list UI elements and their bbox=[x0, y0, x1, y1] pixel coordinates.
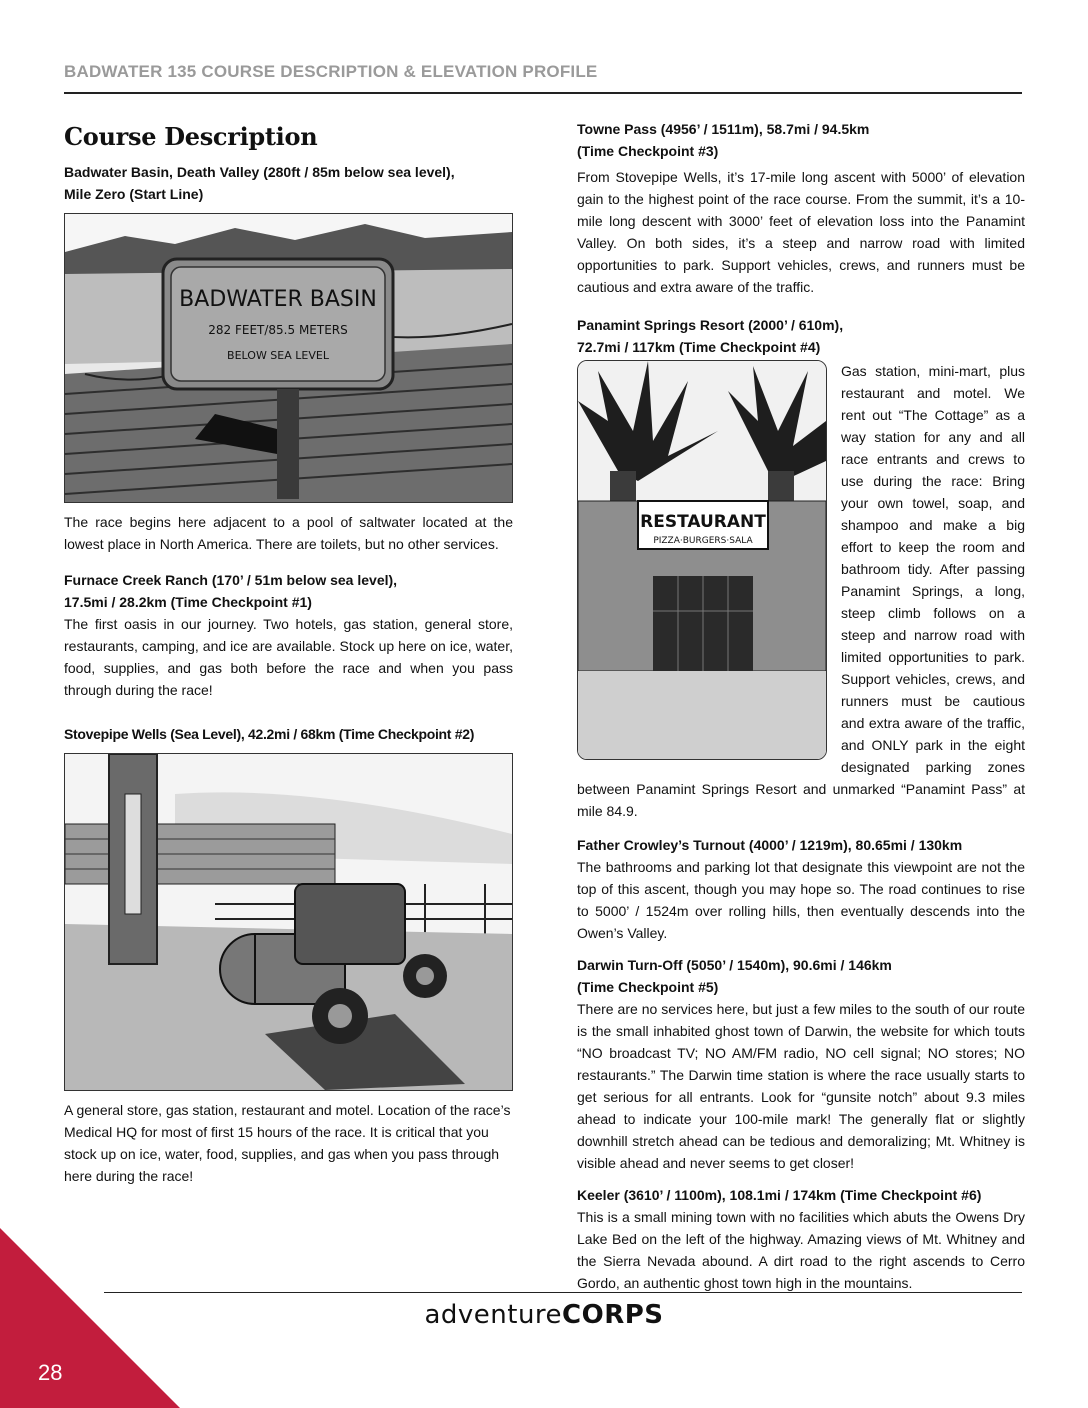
section-heading: Course Description bbox=[64, 122, 318, 151]
footer-rule bbox=[104, 1292, 1022, 1293]
sign-text-line2: 282 FEET/85.5 METERS bbox=[208, 323, 348, 337]
restaurant-sign-subtext: PIZZA·BURGERS·SALA bbox=[653, 536, 753, 546]
badwater-basin-illustration bbox=[64, 213, 513, 503]
panamint-springs-title-line1: Panamint Springs Resort (2000’ / 610m), bbox=[577, 317, 844, 333]
towne-pass-title-line1: Towne Pass (4956’ / 1511m), 58.7mi / 94.5km bbox=[577, 121, 870, 137]
stovepipe-wells-illustration bbox=[64, 753, 513, 1091]
spacer bbox=[64, 555, 513, 569]
sign-text-line3: BELOW SEA LEVEL bbox=[227, 349, 329, 362]
panamint-springs-body: Gas station, mini-mart, plus restaurant and motel. We rent out “The Cottage” as a way station for any and all race entrants and crews to use during the race: Bring your own towel, soap, and shampoo and make a big effort to keep the room and bathroom tidy. After passing Panamint Springs, a long, steep climb follows on a steep and narrow road with limited opportunities to park. Support vehicles, crews, and runners must be cautious and extra aware of the traffic, and ONLY park in the eight designated parking zones between Panamint Springs Resort and unmarked “Panamint Pass” at mile 84.9. bbox=[577, 363, 1025, 819]
furnace-creek-title-line1: Furnace Creek Ranch (170’ / 51m below sea level), bbox=[64, 572, 398, 588]
furnace-creek-title-line2: 17.5mi / 28.2km (Time Checkpoint #1) bbox=[64, 594, 312, 610]
corner-accent-triangle bbox=[0, 1228, 180, 1408]
stovepipe-wells-title: Stovepipe Wells (Sea Level), 42.2mi / 68km (Time Checkpoint #2) bbox=[64, 726, 475, 742]
panamint-springs-title bbox=[577, 314, 1025, 358]
furnace-creek-body: The first oasis in our journey. Two hotels, gas station, general store, restaurants, camping, and ice are available. Stock up here on ice, water, food, supplies, and gas both before the race and when you pass through during the race! bbox=[64, 616, 513, 698]
spacer bbox=[577, 944, 1025, 954]
towne-pass-body: From Stovepipe Wells, it’s 17-mile long ascent with 5000’ of elevation gain to the highest point of the race course. From the summit, it’s a 10-mile long descent with 3000’ feet of elevation loss into the Panamint Valley. On both sides, it’s a steep and narrow road with limited opportunities to park. Support vehicles, crews, and runners must be cautious and extra aware of the traffic. bbox=[577, 169, 1025, 295]
restaurant-sign-text: RESTAURANT bbox=[640, 512, 766, 532]
stovepipe-wells-body: A general store, gas station, restaurant and motel. Location of the race’s Medical HQ for most of first 15 hours of the race. It is critical that you stock up on ice, water, food, supplies, and gas when you pass through here during the race! bbox=[64, 1102, 511, 1184]
darwin-turnoff-body: There are no services here, but just a few miles to the south of our route is the small inhabited ghost town of Darwin, the website for which touts “NO broadcast TV; NO AM/FM radio, NO cell signal; NO stores; NO restaurants.” The Darwin time station is where the race usually starts to get serious for all entrants. Look for “gunsite notch” about 9.3 miles ahead to indicate your 100-mile mark! The generally flat or slightly downhill stretch ahead can be tedious and demoralizing; Mt. Whitney is visible ahead and never seems to get closer! bbox=[577, 1001, 1025, 1171]
running-header: BADWATER 135 COURSE DESCRIPTION & ELEVATION PROFILE bbox=[64, 62, 598, 81]
towne-pass-title-line2: (Time Checkpoint #3) bbox=[577, 143, 719, 159]
panamint-springs-illustration bbox=[577, 360, 827, 760]
father-crowley-title: Father Crowley’s Turnout (4000’ / 1219m), 80.65mi / 130km bbox=[577, 837, 963, 853]
keeler-body: This is a small mining town with no facilities which abuts the Owens Dry Lake Bed on the left of the highway. Amazing views of Mt. Whitney and the Sierra Nevada abound. A dirt road to the right ascends to Cerro Gordo, an authentic ghost town high in the mountains. bbox=[577, 1209, 1025, 1291]
sign-text-line1: BADWATER BASIN bbox=[179, 287, 377, 312]
right-column bbox=[577, 118, 1025, 1294]
logo-text-part1: adventure bbox=[424, 1300, 563, 1330]
panamint-block bbox=[577, 358, 1025, 822]
darwin-turnoff-title-line1: Darwin Turn-Off (5050’ / 1540m), 90.6mi / 146km bbox=[577, 957, 892, 973]
darwin-turnoff-title-line2: (Time Checkpoint #5) bbox=[577, 979, 719, 995]
badwater-basin-title bbox=[64, 161, 513, 205]
spacer bbox=[64, 701, 513, 723]
keeler-title: Keeler (3610’ / 1100m), 108.1mi / 174km (Time Checkpoint #6) bbox=[577, 1187, 982, 1203]
spacer bbox=[577, 822, 1025, 834]
left-column bbox=[64, 118, 513, 1187]
panamint-springs-title-line2: 72.7mi / 117km (Time Checkpoint #4) bbox=[577, 339, 821, 355]
furnace-creek-title bbox=[64, 569, 513, 613]
badwater-basin-body: The race begins here adjacent to a pool of saltwater located at the lowest place in North America. There are toilets, but no other services. bbox=[64, 514, 513, 552]
logo-text-part2: CORPS bbox=[562, 1300, 664, 1330]
darwin-turnoff-title bbox=[577, 954, 1025, 998]
spacer bbox=[577, 298, 1025, 314]
spacer bbox=[577, 1174, 1025, 1184]
badwater-basin-title-line1: Badwater Basin, Death Valley (280ft / 85m below sea level), bbox=[64, 164, 455, 180]
page-number: 28 bbox=[38, 1360, 63, 1385]
badwater-basin-title-line2: Mile Zero (Start Line) bbox=[64, 186, 204, 202]
father-crowley-body: The bathrooms and parking lot that designate this viewpoint are not the top of this ascent, though you may hope so. The road continues to rise to 5000’ / 1524m over rolling hills, then eventually descends into the Owen’s Valley. bbox=[577, 859, 1025, 941]
towne-pass-title bbox=[577, 118, 1025, 162]
header-rule bbox=[64, 92, 1022, 94]
